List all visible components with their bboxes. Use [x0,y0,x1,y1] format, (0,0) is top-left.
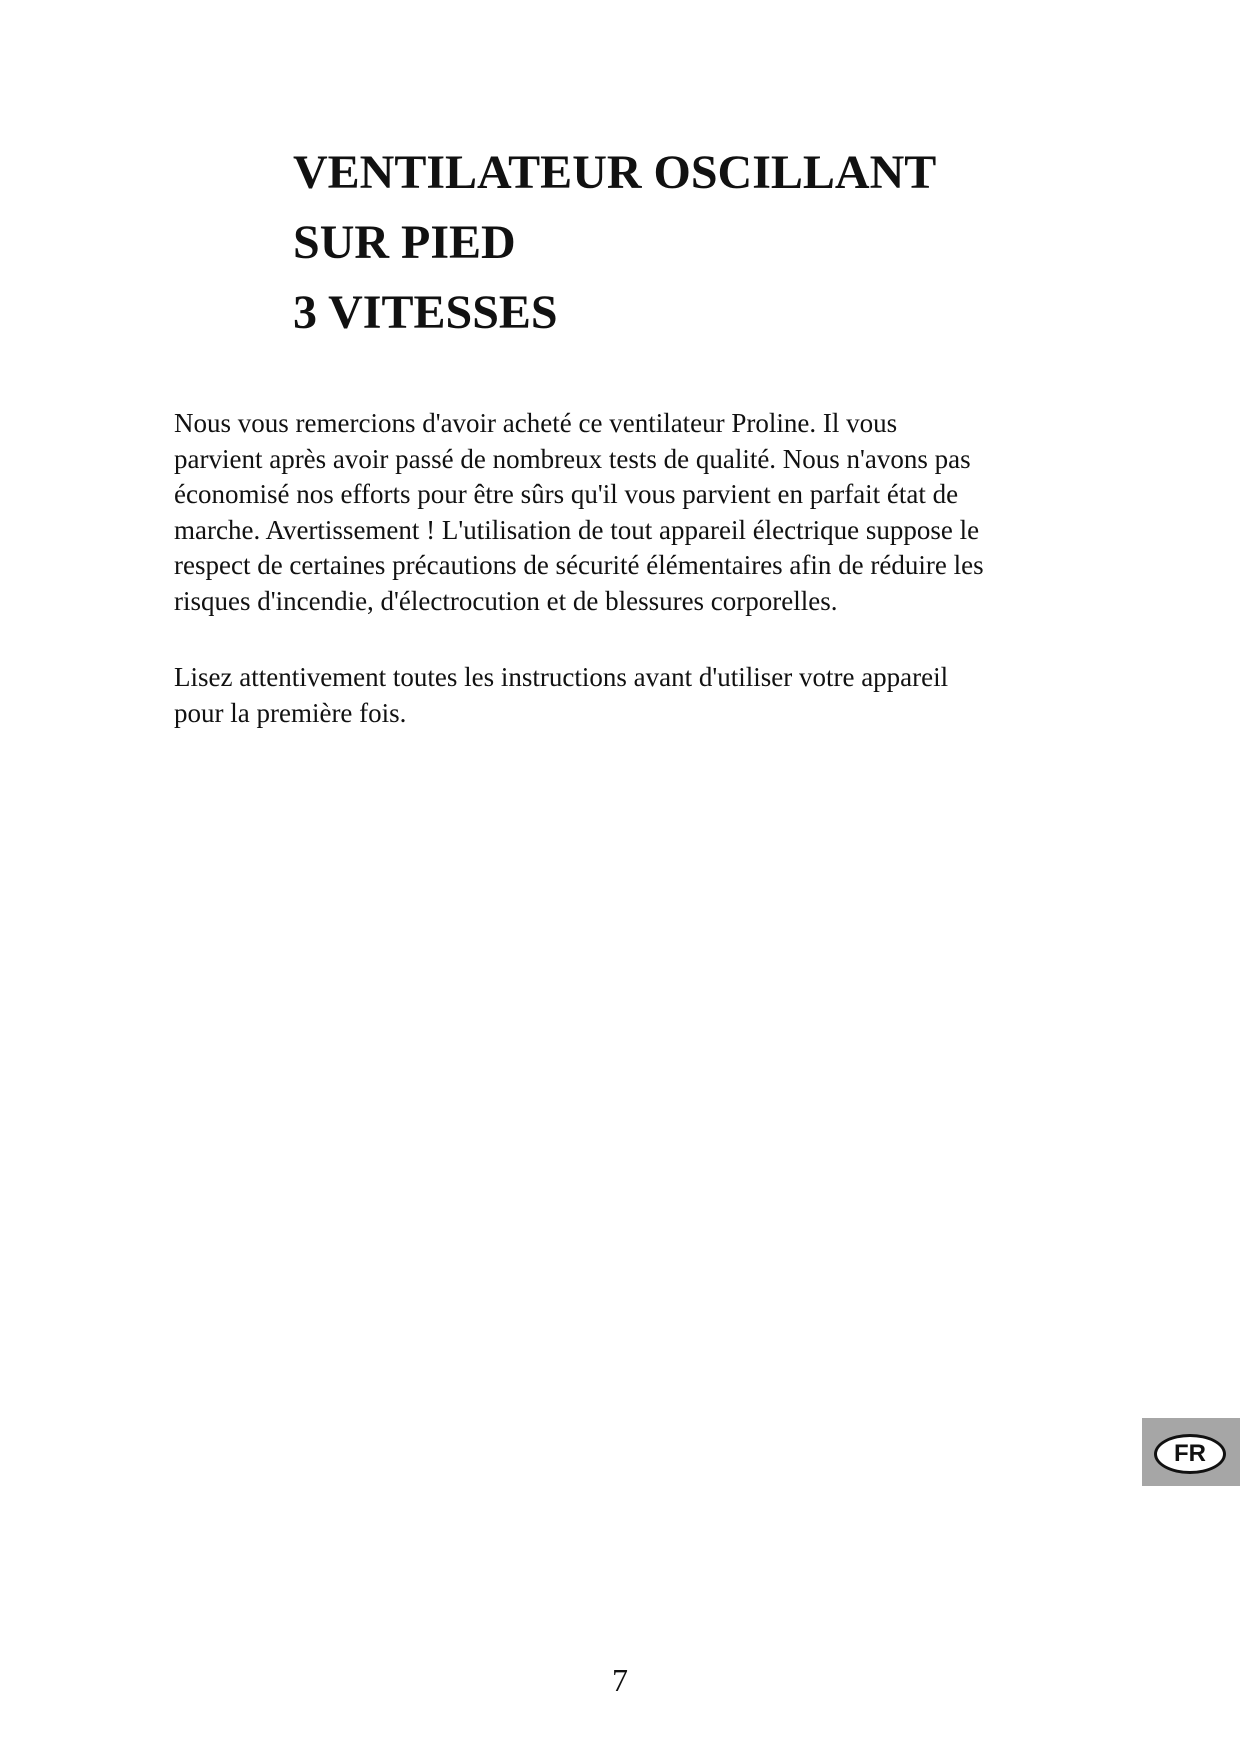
title-line-2: SUR PIED [293,216,516,269]
page-number: 7 [612,1662,628,1698]
intro-line: Nous vous remercions d'avoir acheté ce ventilateur Proline. Il vous [174,408,898,438]
language-badge [1154,1434,1226,1474]
intro-line: économisé nos efforts pour être sûrs qu'il vous parvient en parfait état de [174,479,959,509]
intro-line: parvient après avoir passé de nombreux tests de qualité. Nous n'avons pas [174,443,971,474]
document-title [293,138,1053,348]
language-tab [1142,1418,1240,1486]
language-label: FR [1174,1440,1206,1467]
intro-line: risques d'incendie, d'électrocution et de blessures corporelles. [174,585,838,616]
title-line-1: VENTILATEUR OSCILLANT [293,146,937,199]
instructions-paragraph [174,660,1104,731]
instructions-line: Lisez attentivement toutes les instructions avant d'utiliser votre appareil [174,662,949,692]
instructions-line: pour la première fois. [174,697,407,728]
intro-line: respect de certaines précautions de sécurité élémentaires afin de réduire les [174,550,984,580]
intro-line: marche. Avertissement ! L'utilisation de tout appareil électrique suppose le [174,514,980,545]
intro-paragraph [174,406,1104,619]
title-line-3: 3 VITESSES [293,286,558,339]
